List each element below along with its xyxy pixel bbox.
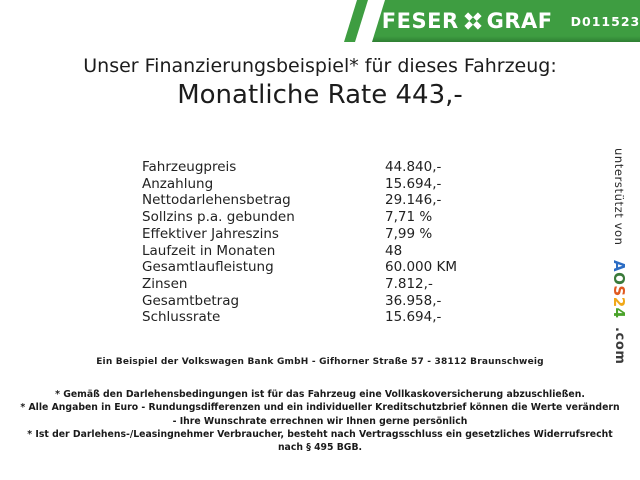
finance-row-label: Nettodarlehensbetrag xyxy=(142,192,291,209)
monthly-rate-headline: Monatliche Rate 443,- xyxy=(177,80,463,110)
bank-info-line: Ein Beispiel der Volkswagen Bank GmbH - Gifhorner Straße 57 - 38112 Braunschweig xyxy=(96,357,544,367)
finance-table-row xyxy=(142,243,457,260)
disclaimer-line: * Gemäß den Darlehensbedingungen ist für das Fahrzeug eine Vollkaskoversicherung abzuschließen. xyxy=(55,389,585,400)
aos24-logo-letter: 2 xyxy=(610,296,628,308)
page-title: Unser Finanzierungsbeispiel* für dieses Fahrzeug: xyxy=(83,55,557,77)
finance-row-value: 15.694,- xyxy=(385,309,442,326)
finance-row-label: Anzahlung xyxy=(142,175,214,192)
vehicle-code: D011523 xyxy=(570,13,640,29)
title-block xyxy=(0,55,640,110)
finance-row-value: 7.812,- xyxy=(385,275,433,292)
aos24-logo xyxy=(610,260,628,319)
aos24-logo-letter: A xyxy=(610,259,628,272)
finance-row-value: 7,71 % xyxy=(385,209,433,226)
header-banner xyxy=(0,0,640,42)
disclaimer-line: * Alle Angaben in Euro - Rundungsdifferenzen und ein individueller Kreditschutzbrief können die Werte verändern xyxy=(20,402,620,414)
finance-row-value: 44.840,- xyxy=(385,159,442,175)
finance-table-row xyxy=(142,293,457,310)
finance-row-value: 7,99 % xyxy=(385,225,433,242)
aos24-domain: .com xyxy=(612,326,627,365)
brand-logo xyxy=(382,9,553,33)
finance-table-row xyxy=(142,192,457,209)
finance-row-label: Schlussrate xyxy=(142,309,221,326)
aos24-logo-letter: 4 xyxy=(610,307,628,319)
powered-by-text: unterstützt von xyxy=(612,148,626,246)
disclaimer-line: nach § 495 BGB. xyxy=(277,442,363,454)
finance-row-label: Gesamtbetrag xyxy=(142,292,240,309)
finance-row-value: 60.000 KM xyxy=(385,259,458,276)
finance-table-row xyxy=(142,276,457,293)
aos24-logo-letter: O xyxy=(610,271,628,286)
brand-name-feser: FESER xyxy=(381,9,459,33)
finance-row-value: 29.146,- xyxy=(385,192,442,209)
finance-row-label: Gesamtlaufleistung xyxy=(142,259,274,276)
finance-row-label: Laufzeit in Monaten xyxy=(142,242,276,259)
brand-name-graf: GRAF xyxy=(486,9,553,33)
finance-row-value: 15.694,- xyxy=(385,175,442,192)
disclaimer-line: * Ist der Darlehens-/Leasingnehmer Verbraucher, besteht nach Vertragsschluss ein gesetzliches Widerrufsrecht xyxy=(27,428,613,440)
x-diamond-icon xyxy=(464,12,482,30)
finance-table-row xyxy=(142,209,457,226)
finance-row-label: Sollzins p.a. gebunden xyxy=(142,209,295,226)
finance-table-row xyxy=(142,176,457,193)
finance-table-row xyxy=(142,159,457,176)
powered-by-sidebar xyxy=(610,148,628,364)
finance-row-value: 48 xyxy=(385,242,403,259)
finance-table-row xyxy=(142,259,457,276)
finance-row-label: Zinsen xyxy=(142,275,188,292)
finance-row-value: 36.958,- xyxy=(385,292,442,309)
aos24-logo-letter: S xyxy=(610,285,628,297)
banner-content xyxy=(382,0,640,42)
disclaimer-line: - Ihre Wunschrate errechnen wir Ihnen gerne persönlich xyxy=(172,415,468,427)
finance-table-row xyxy=(142,226,457,243)
finance-table-row xyxy=(142,309,457,326)
disclaimer-block xyxy=(10,388,630,454)
finance-table xyxy=(142,159,457,326)
finance-row-label: Fahrzeugpreis xyxy=(142,159,237,175)
finance-row-label: Effektiver Jahreszins xyxy=(142,225,279,242)
